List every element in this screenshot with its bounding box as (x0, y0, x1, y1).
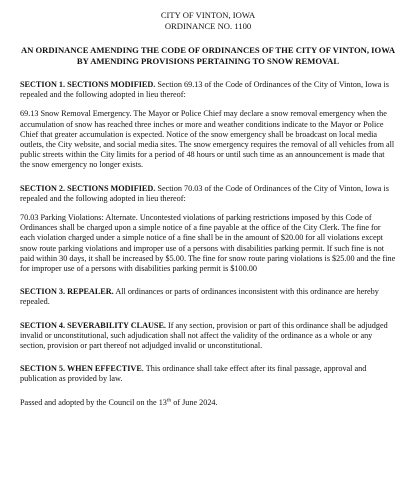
passed-ordinal-suffix: th (166, 396, 172, 403)
passed-prefix: Passed and adopted by the Council on the 13 (20, 397, 167, 407)
section-1-heading: SECTION 1. SECTIONS MODIFIED. (20, 80, 156, 89)
section-2-text: Section 70.03 of the Code of Ordinances of the City of Vinton, Iowa is repealed and the following adopted in lieu thereof: (20, 183, 389, 203)
section-2 (20, 184, 396, 204)
passed-line (20, 398, 396, 408)
ordinance-number: ORDINANCE NO. 1100 (164, 21, 252, 31)
section-5 (20, 364, 396, 384)
section-1 (20, 80, 396, 100)
section-1-body: 69.13 Snow Removal Emergency. The Mayor or Police Chief may declare a snow removal emergency when the accumulation of snow has reached three inches or more and weather conditions indicate to the Mayor or Police Chief that greater accumulation is expected. Notice of the snow emergency shall be broadcast on local media outlets, the City website, and social media sites. The snow emergency requires the removal of all vehicles from all public streets within the City limits for a period of 48 hours or until such time as an announcement is made that the snow emergency no longer exists. (20, 109, 395, 170)
section-5-heading: SECTION 5. WHEN EFFECTIVE (20, 364, 142, 374)
section-3-heading: SECTION 3. REPEALER. (20, 287, 114, 297)
section-5-text: . This ordinance shall take effect after its final passage, approval and publication as provided by law. (20, 364, 367, 384)
section-4 (20, 321, 396, 352)
passed-suffix: of June 2024. (171, 397, 218, 407)
city-name: CITY OF VINTON, IOWA (160, 10, 256, 20)
ordinance-title: AN ORDINANCE AMENDING THE CODE OF ORDINANCES OF THE CITY OF VINTON, IOWA BY AMENDING PROVISIONS PERTAINING TO SNOW REMOVAL (20, 45, 396, 66)
section-3-text: All ordinances or parts of ordinances inconsistent with this ordinance are hereby repealed. (20, 287, 379, 307)
section-1-text: Section 69.13 of the Code of Ordinances of the City of Vinton, Iowa is repealed and the following adopted in lieu thereof: (20, 80, 389, 100)
section-2-heading: SECTION 2. SECTIONS MODIFIED. (20, 183, 156, 193)
section-4-heading: SECTION 4. SEVERABILITY CLAUSE. (20, 320, 166, 330)
section-2-body: 70.03 Parking Violations: Alternate. Uncontested violations of parking restrictions imposed by this Code of Ordinances shall be charged upon a simple notice of a fine payable at the office of the City Clerk. The fine for each violation charged under a simple notice of a fine shall be in the amount of $20.00 for all violations except snow route parking violations and improper use of a persons with disabilities parking permit. If such fine is not paid within 30 days, it shall be increased by $5.00. The fine for snow route paring violations is $25.00 and the fine for improper use of a persons with disabilities parking permit is $100.00 (20, 213, 396, 274)
section-3 (20, 287, 396, 307)
section-4-text: If any section, provision or part of this ordinance shall be adjudged invalid or unconstitutional, such adjudication shall not affect the validity of the ordinance as a whole or any section, provision or part thereof not adjudged invalid or unconstitutional. (20, 320, 388, 351)
